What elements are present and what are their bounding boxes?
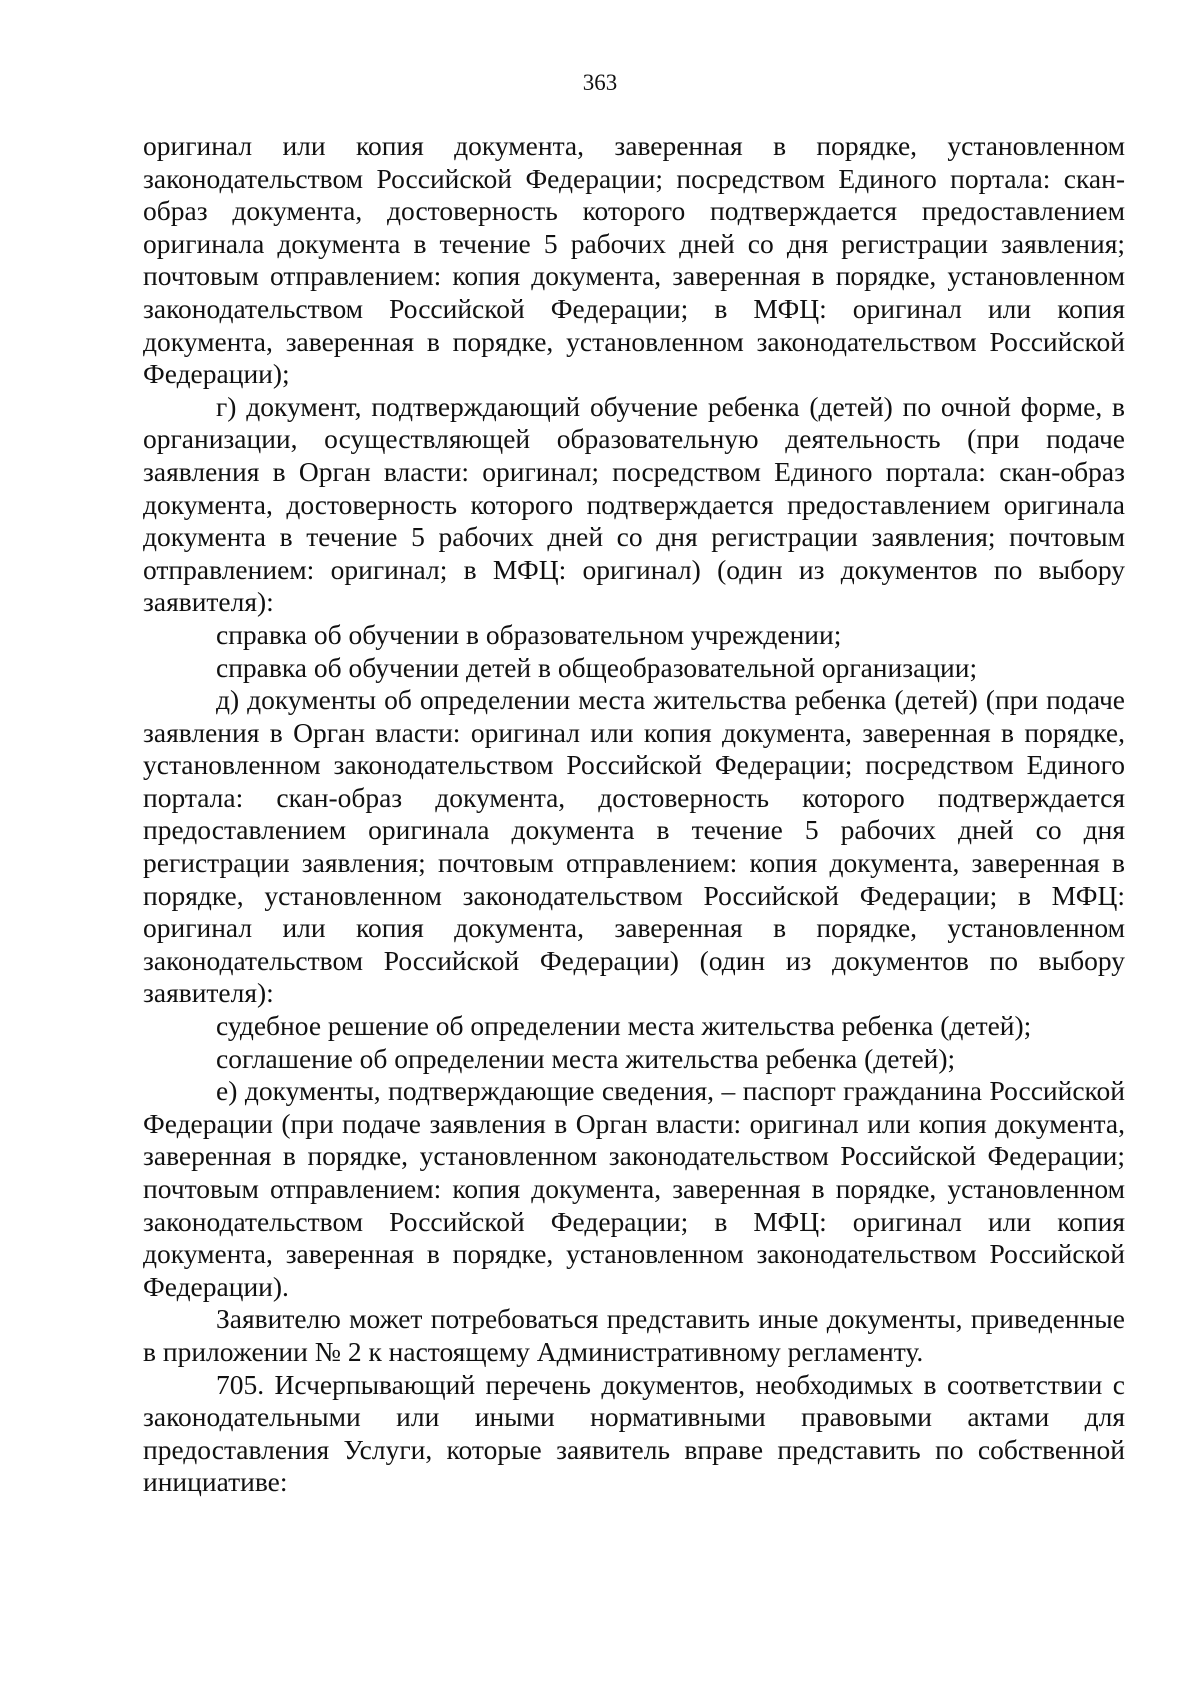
paragraph-705: 705. Исчерпывающий перечень документов, необходимых в соответствии с законодательными или иными нормативными правовыми актами для предоставления Услуги, которые заявитель вправе представить по собственной инициативе: — [143, 1368, 1125, 1498]
document-body — [143, 130, 1125, 1499]
paragraph-item-e: е) документы, подтверждающие сведения, – паспорт гражданина Российской Федерации (при подаче заявления в Орган власти: оригинал или копия документа, заверенная в порядке, установленном законодательством Российской Федерации; почтовым отправлением: копия документа, заверенная в порядке, установленном законодательством Российской Федерации; в МФЦ: оригинал или копия документа, заверенная в порядке, установленном законодательством Российской Федерации). — [143, 1075, 1125, 1302]
paragraph-continuation: оригинал или копия документа, заверенная в порядке, установленном законодательством Российской Федерации; посредством Единого портала: скан-образ документа, достоверность которого подтверждается предоставлением оригинала документа в течение 5 рабочих дней со дня регистрации заявления; почтовым отправлением: копия документа, заверенная в порядке, установленном законодательством Российской Федерации; в МФЦ: оригинал или копия документа, заверенная в порядке, установленном законодательством Российской Федерации); — [143, 130, 1125, 390]
list-item-education-certificate: справка об обучении в образовательном учреждении; — [216, 618, 842, 650]
page-number: 363 — [582, 70, 618, 95]
paragraph-item-d: д) документы об определении места жительства ребенка (детей) (при подаче заявления в Орган власти: оригинал или копия документа, заверенная в порядке, установленном законодательством Российской Федерации; посредством Единого портала: скан-образ документа, достоверность которого подтверждается предоставлением оригинала документа в течение 5 рабочих дней со дня регистрации заявления; почтовым отправлением: копия документа, заверенная в порядке, установленном законодательством Российской Федерации; в МФЦ: оригинал или копия документа, заверенная в порядке, установленном законодательством Российской Федерации) (один из документов по выбору заявителя): — [143, 684, 1125, 1009]
list-item-court-decision: судебное решение об определении места жительства ребенка (детей); — [216, 1010, 1032, 1042]
paragraph-other-documents: Заявителю может потребоваться представить иные документы, приведенные в приложении № 2 к настоящему Административному регламенту. — [143, 1303, 1125, 1367]
list-item-residence-agreement: соглашение об определении места жительства ребенка (детей); — [216, 1042, 956, 1074]
paragraph-item-g: г) документ, подтверждающий обучение ребенка (детей) по очной форме, в организации, осуществляющей образовательную деятельность (при подаче заявления в Орган власти: оригинал; посредством Единого портала: скан-образ документа, достоверность которого подтверждается предоставлением оригинала документа в течение 5 рабочих дней со дня регистрации заявления; почтовым отправлением: оригинал; в МФЦ: оригинал) (один из документов по выбору заявителя): — [143, 390, 1125, 618]
list-item-general-education-certificate: справка об обучении детей в общеобразовательной организации; — [216, 651, 978, 683]
